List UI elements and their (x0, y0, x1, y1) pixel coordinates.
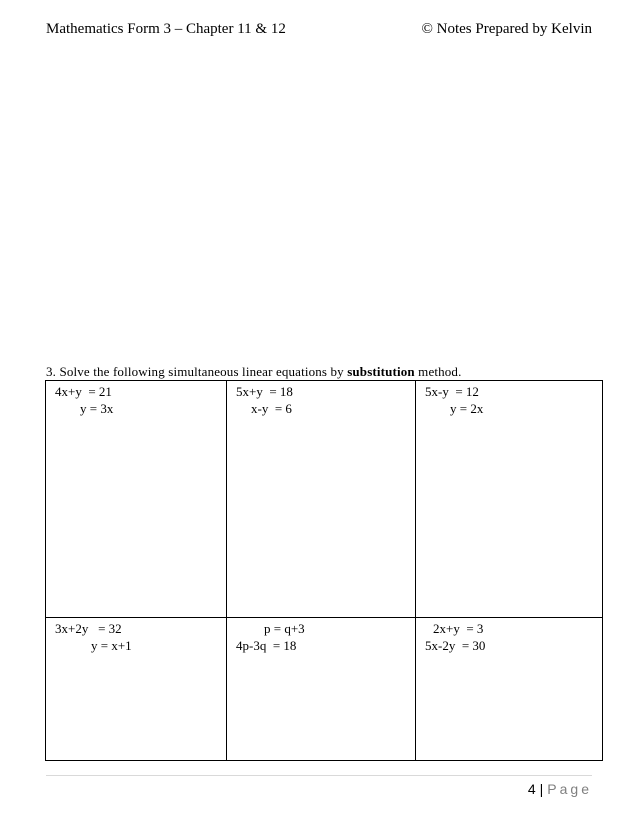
equation-1: 5x+y = 18 (236, 384, 293, 399)
equation-2: y = 2x (450, 401, 484, 416)
header-author: © Notes Prepared by Kelvin (421, 21, 592, 37)
problem-cell (227, 618, 416, 761)
equation-2: y = 3x (80, 401, 114, 416)
page-number-value: 4 (527, 781, 536, 797)
problem-cell (46, 618, 227, 761)
problem-row (46, 618, 603, 761)
equation-1: p = q+3 (264, 621, 305, 636)
page-word: Page (547, 781, 592, 797)
footer-divider (46, 775, 592, 776)
problem-cell (227, 381, 416, 618)
page-number (528, 781, 592, 797)
problem-cell (416, 381, 603, 618)
equation-1: 2x+y = 3 (433, 621, 484, 636)
equation-pair (227, 618, 415, 654)
equation-2: x-y = 6 (251, 401, 292, 416)
question-text-suffix: method. (414, 364, 462, 379)
question-instruction (46, 364, 461, 380)
equation-2: 4p-3q = 18 (236, 638, 297, 653)
question-text-prefix: 3. Solve the following simultaneous linear equations by (46, 364, 348, 379)
problem-grid (45, 380, 603, 761)
equation-2: y = x+1 (91, 638, 132, 653)
equation-1: 4x+y = 21 (55, 384, 112, 399)
problem-row (46, 381, 603, 618)
question-keyword: substitution (347, 364, 415, 379)
equation-pair (227, 381, 415, 417)
equation-pair (416, 618, 602, 654)
equation-pair (46, 381, 226, 417)
header-title: Mathematics Form 3 – Chapter 11 & 12 (46, 21, 286, 37)
equation-1: 3x+2y = 32 (55, 621, 122, 636)
equation-1: 5x-y = 12 (425, 384, 479, 399)
problem-cell (416, 618, 603, 761)
equation-pair (46, 618, 226, 654)
equation-2: 5x-2y = 30 (425, 638, 486, 653)
problem-cell (46, 381, 227, 618)
equation-pair (416, 381, 602, 417)
page-number-separator: | (539, 781, 544, 797)
page-header (46, 20, 592, 42)
